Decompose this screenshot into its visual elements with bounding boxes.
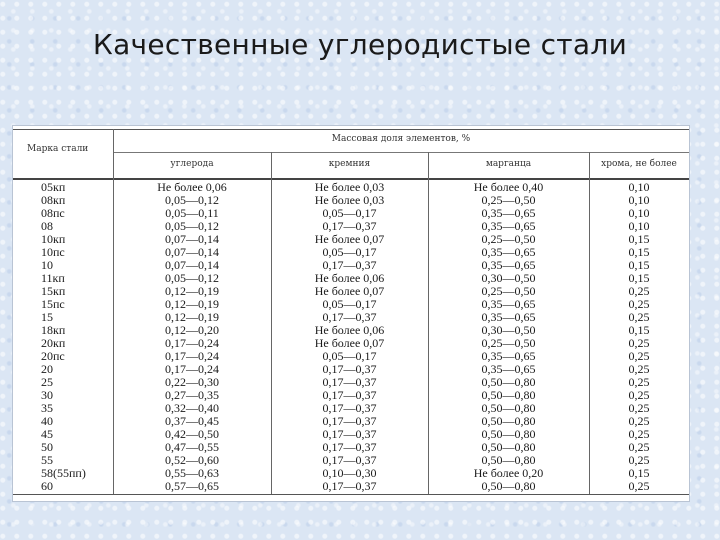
cell-grade: 20	[41, 362, 53, 376]
cell-carbon: 0,12—0,19	[165, 310, 219, 324]
cell-manganese: 0,30—0,50	[481, 271, 536, 285]
table-group-rule	[113, 152, 689, 153]
cell-silicon: 0,17—0,37	[322, 401, 377, 415]
cell-carbon: 0,27—0,35	[165, 388, 219, 402]
cell-manganese: 0,25—0,50	[481, 193, 536, 207]
cell-manganese: Не более 0,20	[473, 466, 544, 480]
cell-chromium: 0,25	[628, 297, 650, 311]
header-silicon: кремния	[328, 159, 371, 169]
cell-silicon: 0,17—0,37	[322, 440, 377, 454]
cell-carbon: 0,07—0,14	[165, 258, 219, 272]
cell-chromium: 0,25	[628, 414, 650, 428]
cell-manganese: 0,50—0,80	[481, 401, 536, 415]
cell-grade: 60	[41, 479, 53, 493]
cell-manganese: 0,25—0,50	[481, 336, 536, 350]
cell-manganese: 0,35—0,65	[481, 362, 536, 376]
cell-manganese: 0,35—0,65	[481, 219, 536, 233]
steel-composition-table	[12, 125, 690, 502]
cell-manganese: 0,25—0,50	[481, 232, 536, 246]
slide-title: Качественные углеродистые стали	[92, 28, 628, 61]
cell-carbon: 0,55—0,63	[165, 466, 219, 480]
cell-carbon: 0,17—0,24	[165, 362, 219, 376]
cell-chromium: 0,25	[628, 362, 650, 376]
cell-silicon: 0,17—0,37	[322, 362, 377, 376]
cell-silicon: 0,17—0,37	[322, 479, 377, 493]
table-body	[13, 181, 689, 493]
cell-grade: 18кп	[41, 323, 66, 337]
cell-chromium: 0,25	[628, 440, 650, 454]
cell-manganese: 0,30—0,50	[481, 323, 536, 337]
cell-manganese: 0,25—0,50	[481, 284, 536, 298]
cell-silicon: 0,17—0,37	[322, 375, 377, 389]
header-grade: Марка стали	[27, 144, 89, 154]
cell-carbon: 0,47—0,55	[165, 440, 219, 454]
header-mass-fraction: Массовая доля элементов, %	[331, 134, 471, 144]
cell-carbon: 0,05—0,12	[165, 193, 219, 207]
cell-manganese: Не более 0,40	[473, 180, 544, 194]
header-manganese: марганца	[485, 159, 532, 169]
cell-grade: 15кп	[41, 284, 66, 298]
cell-grade: 45	[41, 427, 53, 441]
cell-manganese: 0,50—0,80	[481, 440, 536, 454]
cell-carbon: 0,05—0,12	[165, 271, 219, 285]
cell-silicon: Не более 0,07	[314, 336, 385, 350]
cell-silicon: Не более 0,06	[314, 323, 385, 337]
cell-carbon: 0,12—0,19	[165, 284, 219, 298]
cell-carbon: 0,17—0,24	[165, 336, 219, 350]
cell-silicon: 0,10—0,30	[322, 466, 377, 480]
cell-grade: 10кп	[41, 232, 66, 246]
cell-carbon: 0,52—0,60	[165, 453, 219, 467]
cell-carbon: 0,12—0,20	[165, 323, 219, 337]
cell-chromium: 0,25	[628, 284, 650, 298]
cell-silicon: 0,17—0,37	[322, 453, 377, 467]
table-top-rule	[13, 129, 689, 130]
cell-manganese: 0,50—0,80	[481, 414, 536, 428]
cell-silicon: Не более 0,03	[314, 193, 385, 207]
cell-manganese: 0,50—0,80	[481, 479, 536, 493]
cell-grade: 30	[41, 388, 53, 402]
cell-carbon: 0,17—0,24	[165, 349, 219, 363]
cell-silicon: Не более 0,06	[314, 271, 385, 285]
cell-grade: 50	[41, 440, 53, 454]
cell-carbon: 0,05—0,12	[165, 219, 219, 233]
cell-chromium: 0,10	[628, 206, 650, 220]
cell-silicon: 0,17—0,37	[322, 258, 377, 272]
cell-silicon: 0,05—0,17	[322, 349, 377, 363]
header-chromium: хрома, не более	[601, 159, 677, 169]
cell-carbon: 0,37—0,45	[165, 414, 219, 428]
cell-grade: 40	[41, 414, 53, 428]
cell-grade: 10пс	[41, 245, 65, 259]
cell-carbon: 0,42—0,50	[165, 427, 219, 441]
cell-chromium: 0,25	[628, 310, 650, 324]
cell-grade: 20кп	[41, 336, 66, 350]
cell-chromium: 0,25	[628, 427, 650, 441]
cell-manganese: 0,35—0,65	[481, 349, 536, 363]
cell-manganese: 0,50—0,80	[481, 427, 536, 441]
cell-grade: 10	[41, 258, 53, 272]
cell-silicon: Не более 0,07	[314, 232, 385, 246]
cell-chromium: 0,15	[628, 271, 650, 285]
cell-chromium: 0,25	[628, 479, 650, 493]
cell-chromium: 0,10	[628, 193, 650, 207]
cell-silicon: 0,05—0,17	[322, 206, 377, 220]
cell-manganese: 0,35—0,65	[481, 310, 536, 324]
cell-chromium: 0,15	[628, 466, 650, 480]
cell-chromium: 0,25	[628, 349, 650, 363]
cell-carbon: 0,07—0,14	[165, 245, 219, 259]
cell-grade: 20пс	[41, 349, 65, 363]
cell-grade: 08	[41, 219, 53, 233]
header-carbon: углерода	[170, 159, 214, 169]
table-row	[13, 480, 689, 493]
cell-chromium: 0,25	[628, 375, 650, 389]
cell-manganese: 0,35—0,65	[481, 258, 536, 272]
cell-grade: 25	[41, 375, 53, 389]
cell-carbon: 0,12—0,19	[165, 297, 219, 311]
cell-silicon: 0,17—0,37	[322, 388, 377, 402]
cell-silicon: 0,17—0,37	[322, 310, 377, 324]
cell-manganese: 0,50—0,80	[481, 375, 536, 389]
cell-carbon: 0,05—0,11	[165, 206, 219, 220]
cell-silicon: 0,17—0,37	[322, 414, 377, 428]
cell-carbon: 0,32—0,40	[165, 401, 219, 415]
table-bottom-rule	[13, 494, 689, 495]
cell-grade: 58(55пп)	[41, 466, 86, 480]
cell-chromium: 0,10	[628, 180, 650, 194]
cell-manganese: 0,35—0,65	[481, 245, 536, 259]
cell-silicon: 0,17—0,37	[322, 427, 377, 441]
cell-chromium: 0,25	[628, 388, 650, 402]
cell-chromium: 0,25	[628, 401, 650, 415]
cell-manganese: 0,35—0,65	[481, 297, 536, 311]
cell-grade: 11кп	[41, 271, 65, 285]
cell-silicon: 0,05—0,17	[322, 297, 377, 311]
cell-chromium: 0,25	[628, 336, 650, 350]
cell-carbon: 0,07—0,14	[165, 232, 219, 246]
cell-chromium: 0,15	[628, 323, 650, 337]
cell-silicon: 0,05—0,17	[322, 245, 377, 259]
cell-chromium: 0,25	[628, 453, 650, 467]
cell-carbon: 0,57—0,65	[165, 479, 219, 493]
cell-grade: 35	[41, 401, 53, 415]
cell-manganese: 0,35—0,65	[481, 206, 536, 220]
cell-carbon: Не более 0,06	[157, 180, 227, 194]
cell-silicon: 0,17—0,37	[322, 219, 377, 233]
cell-chromium: 0,10	[628, 219, 650, 233]
cell-grade: 15пс	[41, 297, 65, 311]
cell-grade: 05кп	[41, 180, 66, 194]
cell-chromium: 0,15	[628, 258, 650, 272]
cell-chromium: 0,15	[628, 232, 650, 246]
cell-chromium: 0,15	[628, 245, 650, 259]
cell-grade: 55	[41, 453, 53, 467]
cell-grade: 15	[41, 310, 53, 324]
cell-silicon: Не более 0,03	[314, 180, 385, 194]
cell-manganese: 0,50—0,80	[481, 388, 536, 402]
cell-manganese: 0,50—0,80	[481, 453, 536, 467]
cell-grade: 08кп	[41, 193, 66, 207]
cell-carbon: 0,22—0,30	[165, 375, 219, 389]
cell-silicon: Не более 0,07	[314, 284, 385, 298]
cell-grade: 08пс	[41, 206, 65, 220]
